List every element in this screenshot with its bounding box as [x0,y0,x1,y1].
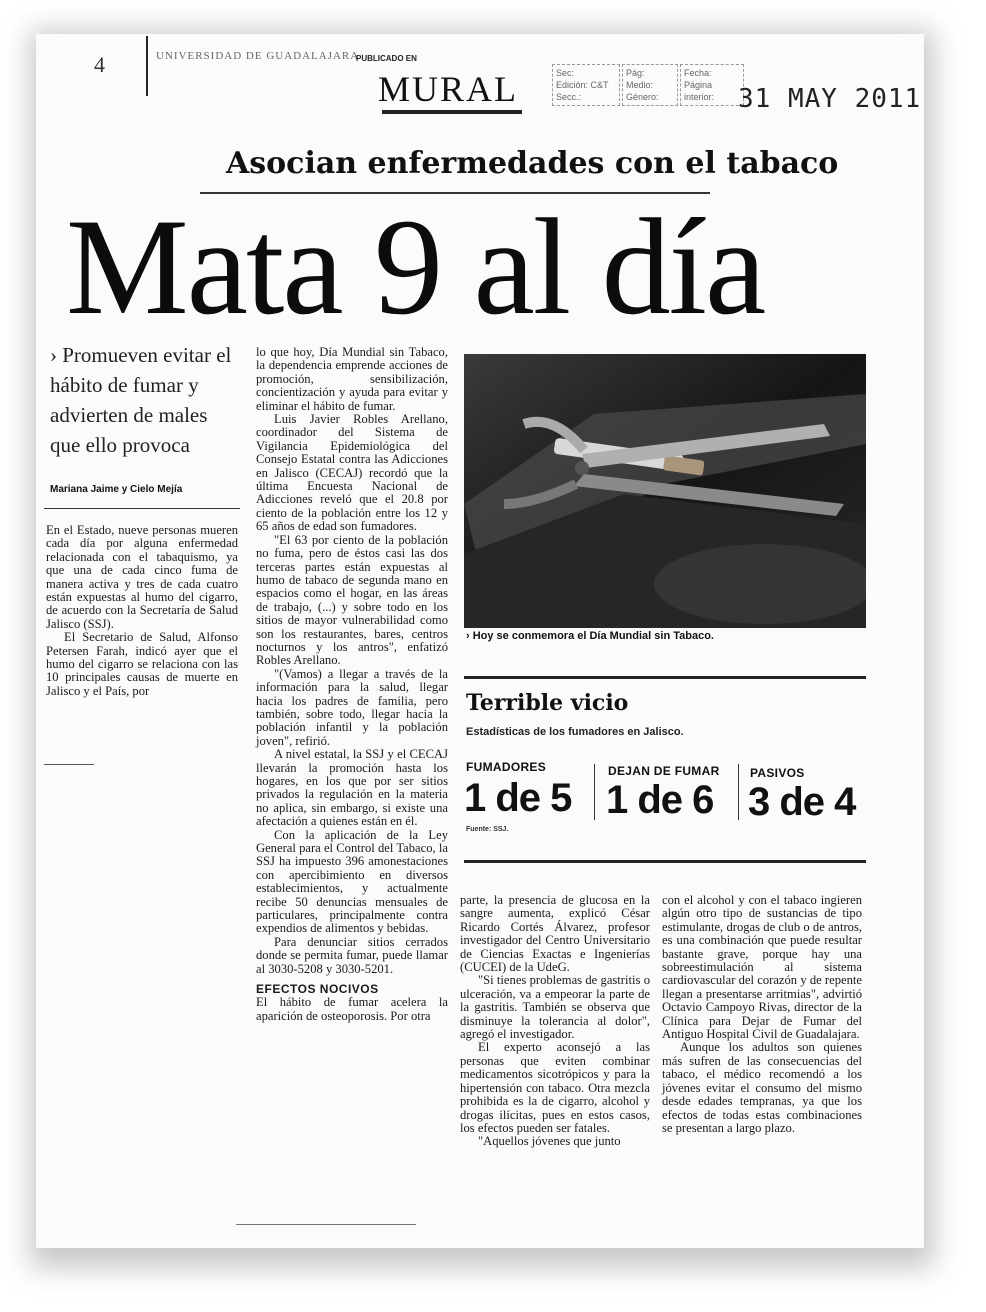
form-field: Género: [626,92,659,102]
form-box-left [552,64,620,106]
form-field: Fecha: [684,68,712,78]
paragraph: El hábito de fumar acelera la aparición de osteoporosis. Por otra [256,995,448,1023]
article-headline: Mata 9 al día [66,190,765,343]
infobox-source: Fuente: SSJ. [466,826,509,833]
paragraph: "(Vamos) a llegar a través de la información para la salud, llegar hacia los padres de familia, pero también, sobre todo, llegar hacia la población infantil y la población joven", refirió. [256,666,448,748]
paragraph: Para denunciar sitios cerrados donde se permita fumar, puede llamar al 3030-5208 y 3030-5201. [256,934,448,976]
article-column-2 [256,346,448,1023]
stat-divider [738,764,739,820]
infobox-subtitle: Estadísticas de los fumadores en Jalisco. [466,726,684,738]
article-column-1 [46,524,238,698]
form-field: Pág: [626,68,645,78]
paragraph: A nivel estatal, la SSJ y el CECAJ llevarán la promoción hasta los hogares, en los que por ser sitios privados la regulación en la materia no aplica, sin embargo, si existe una afectación a quienes están en él. [256,747,448,829]
paragraph: "Aquellos jóvenes que junto [478,1134,621,1149]
stat-value-smokers: 1 de 5 [464,776,572,820]
article-column-3 [460,894,650,1149]
paragraph: "Si tienes problemas de gastritis o ulceración, va a empeorar la parte de la gastritis. También se observa que disminuye la tolerancia al dolor", agregó el investigador. [460,973,650,1042]
newspaper-logo: MURAL [378,69,519,109]
form-box-right [680,64,744,106]
section-subhead: EFECTOS NOCIVOS [256,982,379,997]
paragraph: El Secretario de Salud, Alfonso Petersen Farah, indicó ayer que el humo del cigarro se relaciona con las 10 principales causas de muerte en Jalisco y el País, por [46,630,238,698]
byline-rule [44,508,240,509]
paragraph: El experto aconsejó a las personas que eviten combinar medicamentos sicotrópicos y para la hipertensión con tabaco. Otra mezcla prohibida es la de cigarro, alcohol y drogas ilícitas, pues en estos casos, los efectos pueden ser fatales. [460,1040,650,1135]
paragraph: Aunque los adultos son quienes más sufren de las consecuencias del tabaco, el médico recomendó a los jóvenes evitar el consumo del mismo desde edades tempranas, ya que los efectos de todas estas combinaciones se presentan a largo plazo. [662,1040,862,1135]
paragraph: En el Estado, nueve personas mueren cada día por alguna enfermedad relacionada con el tabaquismo, ya que una de cada cinco fuma de manera activa y tres de cada cuatro están expuestas al humo del cigarro, de acuerdo con la Secretaría de Salud Jalisco (SSJ). [46,523,238,631]
infobox-top-rule [464,676,866,679]
form-field: Medio: [626,80,654,90]
bottom-rule [236,1224,416,1225]
form-field: Edición: C&T [556,80,609,90]
paragraph: Con la aplicación de la Ley General para el Control del Tabaco, la SSJ ha impuesto 396 amonestaciones con apercibimiento en diversos establecimientos, y actualmente recibe 50 denuncias mensuales de particulares, principalmente contra expendios de alimentos y bebidas. [256,827,448,936]
paragraph: con el alcohol y con el tabaco ingieren algún otro tipo de sustancias de tipo estimulante, drogas de club o de antros, es una combinación que puede resultar bastante grave, porque hay una sobreestimulación al sistema cardiovascular del corazón y de repente llegan a presentarse arritmias", advirtió Octavio Campoyo Rivas, director de la Clínica para Dejar de Fumar del Antiguo Hospital Civil de Guadalajara. [662,893,862,1042]
date-stamp: 31 MAY 2011 [738,84,922,114]
form-field: Página interior: [684,80,715,102]
stat-divider [594,764,595,820]
photo-caption: › Hoy se conmemora el Día Mundial sin Tabaco. [466,630,714,642]
paragraph: parte, la presencia de glucosa en la sangre aumenta, explicó César Ricardo Cortés Álvarez, profesor investigador del Centro Universitario de Ciencias Exactas e Ingenierías (CUCEI) de la UdeG. [460,893,650,975]
article-photo [464,354,866,628]
page-mark: 4 [94,52,105,77]
form-field: Sec: [556,68,575,78]
infobox-title: Terrible vicio [466,690,629,716]
stat-label-passive: PASIVOS [750,766,805,780]
article-column-4 [662,894,862,1135]
infobox-bottom-rule [464,860,866,863]
column-end-rule [44,764,94,765]
logo-underline [382,110,522,114]
article-deck: › Promueven evitar el hábito de fumar y advierten de males que ello provoca [50,343,232,457]
scissors-cigarette-image [464,354,866,628]
stat-value-passive: 3 de 4 [748,780,856,824]
paragraph: Luis Javier Robles Arellano, coordinador del Sistema de Vigilancia Epidemiológica del Consejo Estatal contra las Adicciones en Jalisco (CECAJ) recordó que la última Encuesta Nacional de Adicciones reveló que el 20.8 por ciento de la población entre los 12 y 65 años de edad son fumadores. [256,412,448,534]
form-field: Secc.: [556,92,582,102]
paragraph: lo que hoy, Día Mundial sin Tabaco, la dependencia emprende acciones de promoción, sensibilización, concientización y ayuda para evitar y eliminar el hábito de fumar. [256,345,448,413]
newspaper-clipping [36,34,924,1248]
university-name: UNIVERSIDAD DE GUADALAJARA [156,50,360,62]
header-divider [146,36,148,96]
article-kicker: Asocian enfermedades con el tabaco [226,146,839,181]
stat-label-quitters: DEJAN DE FUMAR [608,764,720,778]
paragraph: "El 63 por ciento de la población no fuma, pero de éstos casi las dos terceras partes están expuestas al humo de tabaco de segunda mano en espacios como el hogar, en las áreas de trabajo, (...) y sobre todo en los sitios de mayor vulnerabilidad como son los restaurantes, bares, centros nocturnos y los antros", enfatizó Robles Arellano. [256,532,448,668]
stat-label-smokers: FUMADORES [466,760,547,774]
published-label: PUBLICADO EN [356,54,417,63]
stat-value-quitters: 1 de 6 [606,778,714,822]
form-box-middle [622,64,678,106]
article-byline: Mariana Jaime y Cielo Mejía [50,484,183,495]
